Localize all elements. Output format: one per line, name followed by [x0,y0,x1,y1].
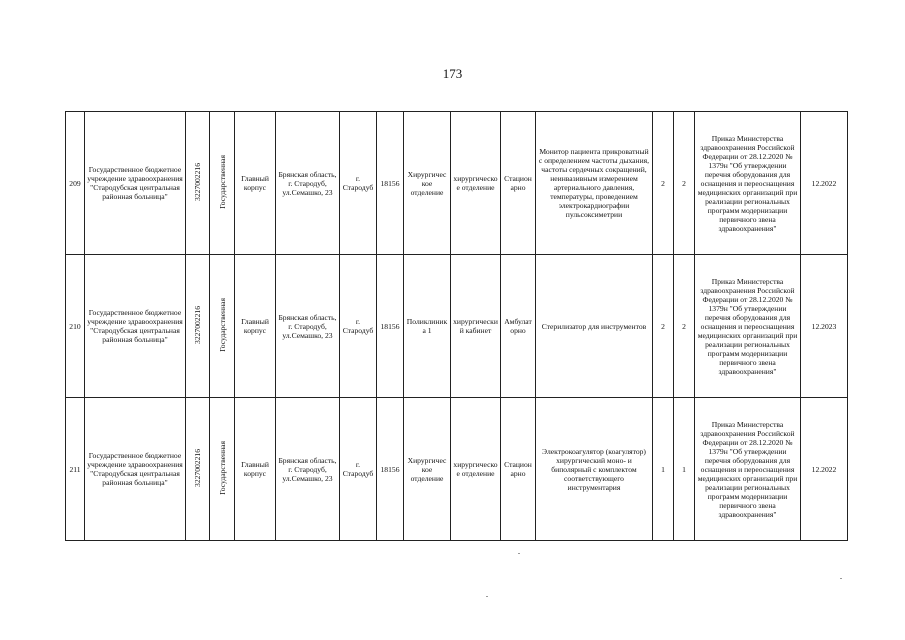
table-row [66,398,848,541]
building-name: Главный корпус [235,255,276,398]
table-row [66,255,848,398]
department: Хирургическое отделение [404,398,451,541]
city: г. Стародуб [340,398,377,541]
room: хирургическое отделение [451,112,501,255]
scan-speck [518,553,520,554]
city: г. Стародуб [340,255,377,398]
date: 12.2023 [801,255,848,398]
room: хирургический кабинет [451,255,501,398]
code: 18156 [377,112,404,255]
ownership-type: Государственная [217,441,227,495]
inn-value: 3227002216 [193,306,202,344]
legal-basis: Приказ Министерства здравоохранения Российской Федерации от 28.12.2020 № 1379н "Об утверждении перечня оборудования для оснащения и переоснащения медицинских организаций при реализации региональных программ модернизации первичного звена здравоохранения" [695,112,801,255]
row-number: 211 [66,398,85,541]
quantity-plan: 1 [653,398,674,541]
care-type: Стационарно [501,398,536,541]
room: хирургическое отделение [451,398,501,541]
building-name: Главный корпус [235,398,276,541]
address: Брянская область, г. Стародуб, ул.Семашко, 23 [276,398,340,541]
address: Брянская область, г. Стародуб, ул.Семашко, 23 [276,112,340,255]
date: 12.2022 [801,398,848,541]
quantity-plan: 2 [653,255,674,398]
scan-speck [840,578,842,579]
row-number: 210 [66,255,85,398]
equipment-name: Электрокоагулятор (коагулятор) хирургический моно- и биполярный с комплектом соответствующего инструментария [536,398,653,541]
ownership-type: Государственная [217,298,227,352]
organization-name: Государственное бюджетное учреждение здравоохранения "Стародубская центральная районная больница" [85,398,186,541]
code: 18156 [377,255,404,398]
inn-value: 3227002216 [193,163,202,201]
care-type: Амбулаторно [501,255,536,398]
code: 18156 [377,398,404,541]
date: 12.2022 [801,112,848,255]
quantity-fact: 2 [674,112,695,255]
building-name: Главный корпус [235,112,276,255]
legal-basis: Приказ Министерства здравоохранения Российской Федерации от 28.12.2020 № 1379н "Об утверждении перечня оборудования для оснащения и переоснащения медицинских организаций при реализации региональных программ модернизации первичного звена здравоохранения" [695,398,801,541]
department: Хирургическое отделение [404,112,451,255]
equipment-name: Монитор пациента прикроватный с определением частоты дыхания, частоты сердечных сокращений, неинвазивным измерением артериального давления, температуры, проведением электрокардиографии пульсоксиметрии [536,112,653,255]
address: Брянская область, г. Стародуб, ул.Семашко, 23 [276,255,340,398]
organization-name: Государственное бюджетное учреждение здравоохранения "Стародубская центральная районная больница" [85,255,186,398]
equipment-table [65,111,848,541]
scan-speck [486,596,488,597]
page-number: 173 [442,66,463,81]
quantity-fact: 1 [674,398,695,541]
department: Поликлиника 1 [404,255,451,398]
quantity-fact: 2 [674,255,695,398]
city: г. Стародуб [340,112,377,255]
row-number: 209 [66,112,85,255]
legal-basis: Приказ Министерства здравоохранения Российской Федерации от 28.12.2020 № 1379н "Об утверждении перечня оборудования для оснащения и переоснащения медицинских организаций при реализации региональных программ модернизации первичного звена здравоохранения" [695,255,801,398]
table-row [66,112,848,255]
inn-value: 3227002216 [193,449,202,487]
care-type: Стационарно [501,112,536,255]
organization-name: Государственное бюджетное учреждение здравоохранения "Стародубская центральная районная больница" [85,112,186,255]
quantity-plan: 2 [653,112,674,255]
equipment-name: Стерилизатор для инструментов [536,255,653,398]
ownership-type: Государственная [217,155,227,209]
